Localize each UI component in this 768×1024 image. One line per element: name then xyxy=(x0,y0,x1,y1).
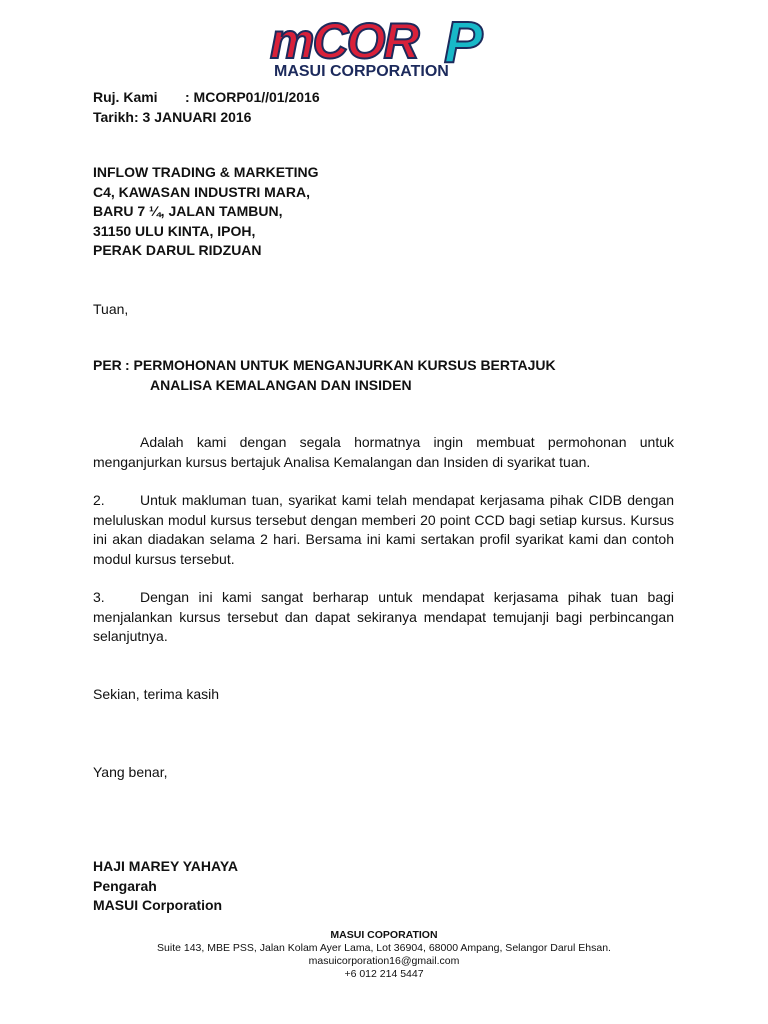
footer-email: masuicorporation16@gmail.com xyxy=(308,955,460,967)
address-line: C4, KAWASAN INDUSTRI MARA, xyxy=(93,183,311,200)
subject-line-2: ANALISA KEMALANGAN DAN INSIDEN xyxy=(150,376,412,393)
letter-footer xyxy=(0,929,768,981)
recipient-address xyxy=(93,163,319,261)
subject-label: PER xyxy=(93,357,122,373)
company-logo xyxy=(268,14,518,80)
paragraph-3-number: 3. xyxy=(93,589,105,605)
salutation: Tuan, xyxy=(93,301,129,317)
reference-block xyxy=(93,88,320,127)
signatory-name: HAJI MAREY YAHAYA xyxy=(93,858,238,874)
address-line: PERAK DARUL RIDZUAN xyxy=(93,242,262,258)
ref-value: : MCORP01//01/2016 xyxy=(185,89,320,105)
subject-line-1: : PERMOHONAN UNTUK MENGANJURKAN KURSUS BERTAJUK xyxy=(125,357,556,373)
signatory-title: Pengarah xyxy=(93,877,157,894)
paragraph-1-text: Adalah kami dengan segala hormatnya ingin membuat permohonan untuk menganjurkan kursus bertajuk Analisa Kemalangan dan Insiden di syarikat tuan. xyxy=(93,434,674,470)
closing: Sekian, terima kasih xyxy=(93,686,220,702)
address-line: INFLOW TRADING & MARKETING xyxy=(93,164,319,180)
date-value: 3 JANUARI 2016 xyxy=(142,108,252,125)
paragraph-3 xyxy=(93,588,674,647)
paragraph-1 xyxy=(93,433,674,472)
signatory-block xyxy=(93,857,238,916)
logo-p-mark: P xyxy=(444,14,483,75)
footer-phone: +6 012 214 5447 xyxy=(344,968,424,980)
footer-heading: MASUI COPORATION xyxy=(330,929,438,941)
subject-block xyxy=(93,356,683,395)
yours-truly: Yang benar, xyxy=(93,764,168,780)
signatory-company: MASUI Corporation xyxy=(93,897,223,913)
logo-subtitle: MASUI CORPORATION xyxy=(274,63,449,80)
ref-label: Ruj. Kami xyxy=(93,89,158,105)
date-label: Tarikh: xyxy=(93,108,139,125)
paragraph-2 xyxy=(93,491,674,569)
footer-address: Suite 143, MBE PSS, Jalan Kolam Ayer Lama, Lot 36904, 68000 Ampang, Selangor Darul Ehsan. xyxy=(157,942,611,954)
paragraph-2-text: Untuk makluman tuan, syarikat kami telah mendapat kerjasama pihak CIDB dengan meluluskan modul kursus tersebut dengan memberi 20 point CCD bagi setiap kursus. Kursus ini akan diadakan selama 2 hari. Bersama ini kami sertakan profil syarikat kami dan contoh modul kursus tersebut. xyxy=(93,492,674,567)
address-line: BARU 7 ¼, JALAN TAMBUN, xyxy=(93,203,283,219)
paragraph-2-number: 2. xyxy=(93,492,105,508)
logo-wordmark: mCOR xyxy=(270,14,418,69)
address-line: 31150 ULU KINTA, IPOH, xyxy=(93,222,256,239)
paragraph-3-text: Dengan ini kami sangat berharap untuk mendapat kerjasama pihak tuan bagi menjalankan kursus tersebut dan dapat sekiranya mendapat temujanji bagi perbincangan selanjutnya. xyxy=(93,589,674,644)
